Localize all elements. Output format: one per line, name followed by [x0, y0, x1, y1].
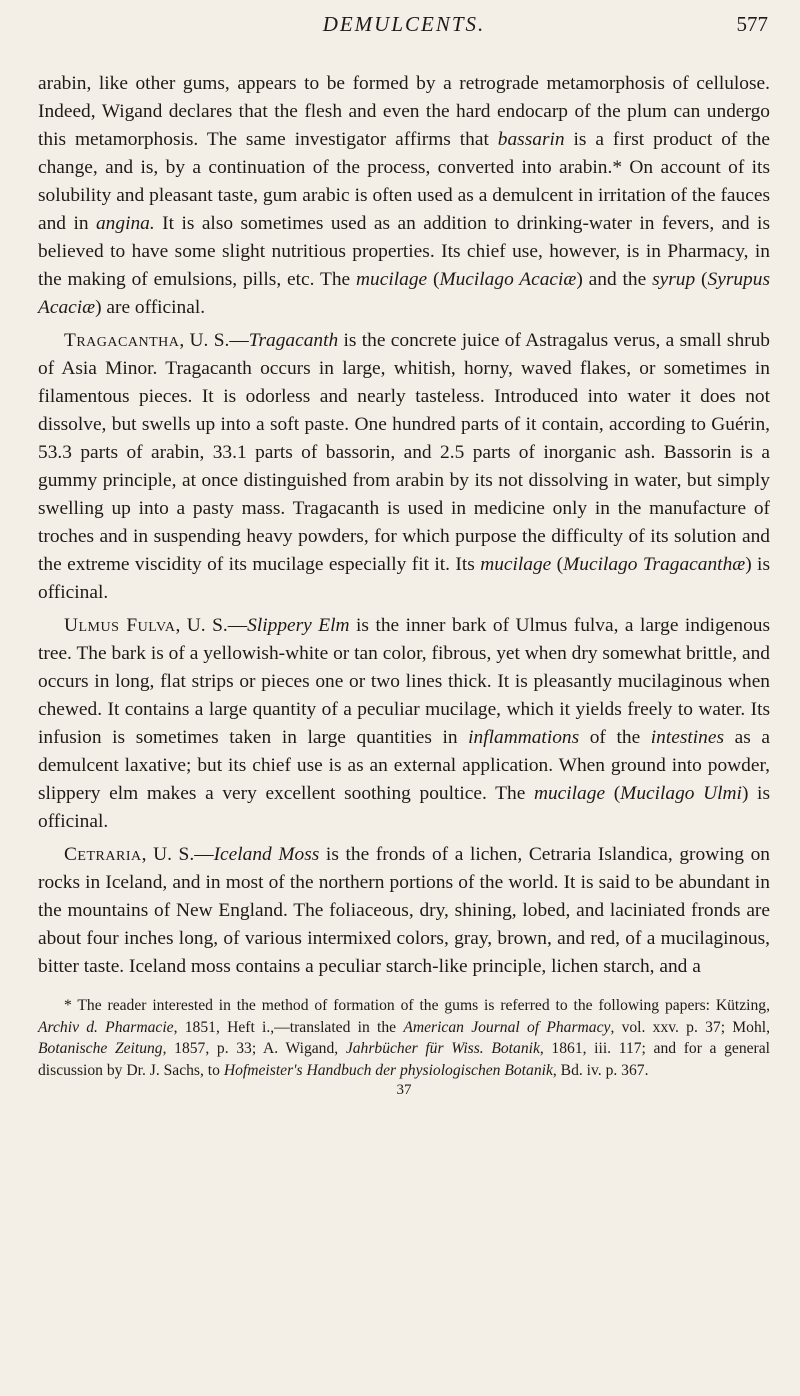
entry-heading: Tragacantha: [64, 330, 180, 351]
page-header: [38, 8, 770, 42]
body-text: [38, 70, 770, 981]
paragraph-tragacantha: Tragacantha, U. S.—Tragacanth is the concrete juice of Astragalus verus, a small shrub of Asia Minor. Tragacanth occurs in large, whitish, horny, waved flakes, or sometimes in filamentous pieces. It is odorless and nearly tasteless. Introduced into water it does not dissolve, but swells up into a soft paste. One hundred parts of it contain, according to Guérin, 53.3 parts of arabin, 33.1 parts of bassorin, and 2.5 parts of inorganic ash. Bassorin is a gummy principle, at once distinguished from arabin by its not dissolving in water, but simply swelling up into a pasty mass. Tragacanth is used in medicine only in the manufacture of troches and in suspending heavy powders, for which purpose the difficulty of its solution and the extreme viscidity of its mucilage especially fit it. Its mucilage (Mucilago Tragacanthæ) is officinal.: [38, 330, 771, 603]
running-title: DEMULCENTS.: [322, 12, 486, 36]
entry-heading: Cetraria: [64, 844, 142, 865]
entry-heading: Ulmus Fulva: [64, 615, 176, 636]
paragraph-ulmus-fulva: Ulmus Fulva, U. S.—Slippery Elm is the inner bark of Ulmus fulva, a large indigenous tree. The bark is of a yellowish-white or tan color, fibrous, yet when dry somewhat brittle, and occurs in long, flat strips or pieces one or two lines thick. It is pleasantly mucilaginous when chewed. It contains a large quantity of a peculiar mucilage, which it yields freely to water. Its infusion is sometimes taken in large quantities in inflammations of the intestines as a demulcent laxative; but its chief use is as an external application. When ground into powder, slippery elm makes a very excellent soothing poultice. The mucilage (Mucilago Ulmi) is officinal.: [38, 615, 771, 832]
signature-mark: 37: [396, 1082, 412, 1098]
paragraph-cetraria: Cetraria, U. S.—Iceland Moss is the fronds of a lichen, Cetraria Islandica, growing on rocks in Iceland, and in most of the northern portions of the world. It is said to be abundant in the mountains of New England. The foliaceous, dry, shining, lobed, and laciniated fronds are about four inches long, of various intermixed colors, gray, brown, and red, of a mucilaginous, bitter taste. Iceland moss contains a peculiar starch-like principle, lichen starch, and a: [38, 844, 771, 977]
footnote: * The reader interested in the method of formation of the gums is referred to the following papers: Kützing, Archiv d. Pharmacie, 1851, Heft i.,—translated in the American Journal of Pharmacy, vol. xxv. p. 37; Mohl, Botanische Zeitung, 1857, p. 33; A. Wigand, Jahrbücher für Wiss. Botanik, 1861, iii. 117; and for a general discussion by Dr. J. Sachs, to Hofmeister's Handbuch der physiologischen Botanik, Bd. iv. p. 367.: [38, 997, 770, 1079]
paragraph-gum-arabic: arabin, like other gums, appears to be formed by a retrograde metamorphosis of cellulose. Indeed, Wigand declares that the flesh and even the hard endocarp of the plum can undergo this metamorphosis. The same investigator affirms that bassarin is a first product of the change, and is, by a continuation of the process, converted into arabin.* On account of its solubility and pleasant taste, gum arabic is often used as a demulcent in irritation of the fauces and in angina. It is also sometimes used as an addition to drinking-water in fevers, and is believed to have some slight nutritious properties. Its chief use, however, is in Pharmacy, in the making of emulsions, pills, etc. The mucilage (Mucilago Acaciæ) and the syrup (Syrupus Acaciæ) are officinal.: [38, 73, 771, 318]
page-number: 577: [736, 12, 768, 36]
